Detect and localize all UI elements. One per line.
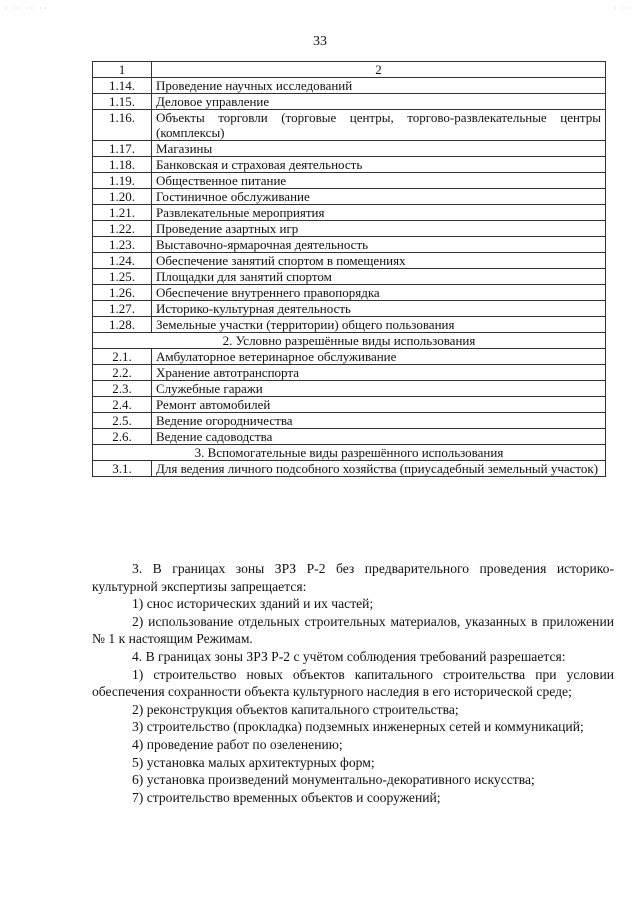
row-description: Ведение садоводства [152, 429, 606, 445]
row-description: Объекты торговли (торговые центры, торгово-развлекательные центры (комплексы) [152, 110, 606, 141]
row-description: Историко-культурная деятельность [152, 301, 606, 317]
body-paragraph: 7) строительство временных объектов и сооружений; [132, 789, 441, 805]
section-heading: 3. Вспомогательные виды разрешённого использования [93, 445, 606, 461]
table-row [93, 78, 606, 94]
row-description: Деловое управление [152, 94, 606, 110]
row-number: 1.14. [93, 78, 152, 94]
table-row [93, 349, 606, 365]
row-number: 1.23. [93, 237, 152, 253]
row-description: Гостиничное обслуживание [152, 189, 606, 205]
row-number: 1.20. [93, 189, 152, 205]
row-number: 1.21. [93, 205, 152, 221]
row-description: Развлекательные мероприятия [152, 205, 606, 221]
table-section-row [93, 333, 606, 349]
table-row [93, 301, 606, 317]
row-number: 1.22. [93, 221, 152, 237]
row-description: Обеспечение занятий спортом в помещениях [152, 253, 606, 269]
row-number: 1.24. [93, 253, 152, 269]
row-number: 3.1. [93, 461, 152, 477]
row-description: Площадки для занятий спортом [152, 269, 606, 285]
body-paragraph: 3) строительство (прокладка) подземных инженерных сетей и коммуникаций; [132, 719, 584, 735]
row-description: Хранение автотранспорта [152, 365, 606, 381]
row-number: 1.17. [93, 141, 152, 157]
row-description: Проведение азартных игр [152, 221, 606, 237]
table-row [93, 365, 606, 381]
row-number: 1.15. [93, 94, 152, 110]
table-row [93, 413, 606, 429]
row-number: 1.27. [93, 301, 152, 317]
row-description: Служебные гаражи [152, 381, 606, 397]
row-description: Обеспечение внутреннего правопорядка [152, 285, 606, 301]
table-row [93, 237, 606, 253]
row-number: 2.6. [93, 429, 152, 445]
table-row [93, 253, 606, 269]
row-description: Банковская и страховая деятельность [152, 157, 606, 173]
table-row [93, 429, 606, 445]
body-paragraph: 4. В границах зоны ЗРЗ Р-2 с учётом соблюдения требований разрешается: [132, 648, 566, 664]
table-row [93, 285, 606, 301]
row-number: 2.1. [93, 349, 152, 365]
row-number: 2.4. [93, 397, 152, 413]
body-paragraph: 1) снос исторических зданий и их частей; [132, 596, 374, 612]
table-row [93, 141, 606, 157]
document-body [92, 560, 614, 806]
table-row [93, 381, 606, 397]
row-description: Общественное питание [152, 173, 606, 189]
row-number: 1.26. [93, 285, 152, 301]
row-description: Магазины [152, 141, 606, 157]
page-number: 33 [313, 34, 327, 49]
row-description: Амбулаторное ветеринарное обслуживание [152, 349, 606, 365]
row-number: 2.2. [93, 365, 152, 381]
row-description: Выставочно-ярмарочная деятельность [152, 237, 606, 253]
row-number: 2.5. [93, 413, 152, 429]
body-paragraph: 4) проведение работ по озеленению; [132, 736, 343, 752]
table-row [93, 94, 606, 110]
row-number: 1.28. [93, 317, 152, 333]
row-number: 1.18. [93, 157, 152, 173]
row-description: Земельные участки (территории) общего пользования [152, 317, 606, 333]
table-row [93, 205, 606, 221]
table-row [93, 461, 606, 477]
land-use-table [92, 61, 606, 477]
table-row [93, 397, 606, 413]
section-heading: 2. Условно разрешённые виды использования [93, 333, 606, 349]
body-paragraph: 2) использование отдельных строительных материалов, указанных в приложении № 1 к настоящим Режимам. [92, 613, 614, 647]
table-row [93, 269, 606, 285]
table-row [93, 317, 606, 333]
body-paragraph: 3. В границах зоны ЗРЗ Р-2 без предварительного проведения историко-культурной экспертизы запрещается: [92, 561, 614, 594]
body-paragraph: 1) строительство новых объектов капитального строительства при условии обеспечения сохранности объекта культурного наследия в его исторической среде; [92, 666, 614, 700]
table-section-row [93, 445, 606, 461]
table-row [93, 157, 606, 173]
row-description: Ведение огородничества [152, 413, 606, 429]
row-description: Проведение научных исследований [152, 78, 606, 94]
row-number: 1.16. [93, 110, 152, 141]
row-number: 1.25. [93, 269, 152, 285]
table-row [93, 189, 606, 205]
scan-marks-right: · ·· [614, 4, 632, 13]
column-header-2: 2 [152, 62, 606, 78]
body-paragraph: 5) установка малых архитектурных форм; [132, 754, 375, 770]
scan-marks-left: · ·· ·· ·· [4, 4, 49, 13]
column-header-1: 1 [93, 62, 152, 78]
table-row [93, 110, 606, 141]
row-number: 1.19. [93, 173, 152, 189]
table-row [93, 173, 606, 189]
body-paragraph: 6) установка произведений монументально-декоративного искусства; [132, 772, 535, 788]
row-description: Для ведения личного подсобного хозяйства (приусадебный земельный участок) [152, 461, 606, 477]
row-number: 2.3. [93, 381, 152, 397]
table-header-row [93, 62, 606, 78]
row-description: Ремонт автомобилей [152, 397, 606, 413]
table-row [93, 221, 606, 237]
body-paragraph: 2) реконструкция объектов капитального строительства; [132, 701, 459, 717]
